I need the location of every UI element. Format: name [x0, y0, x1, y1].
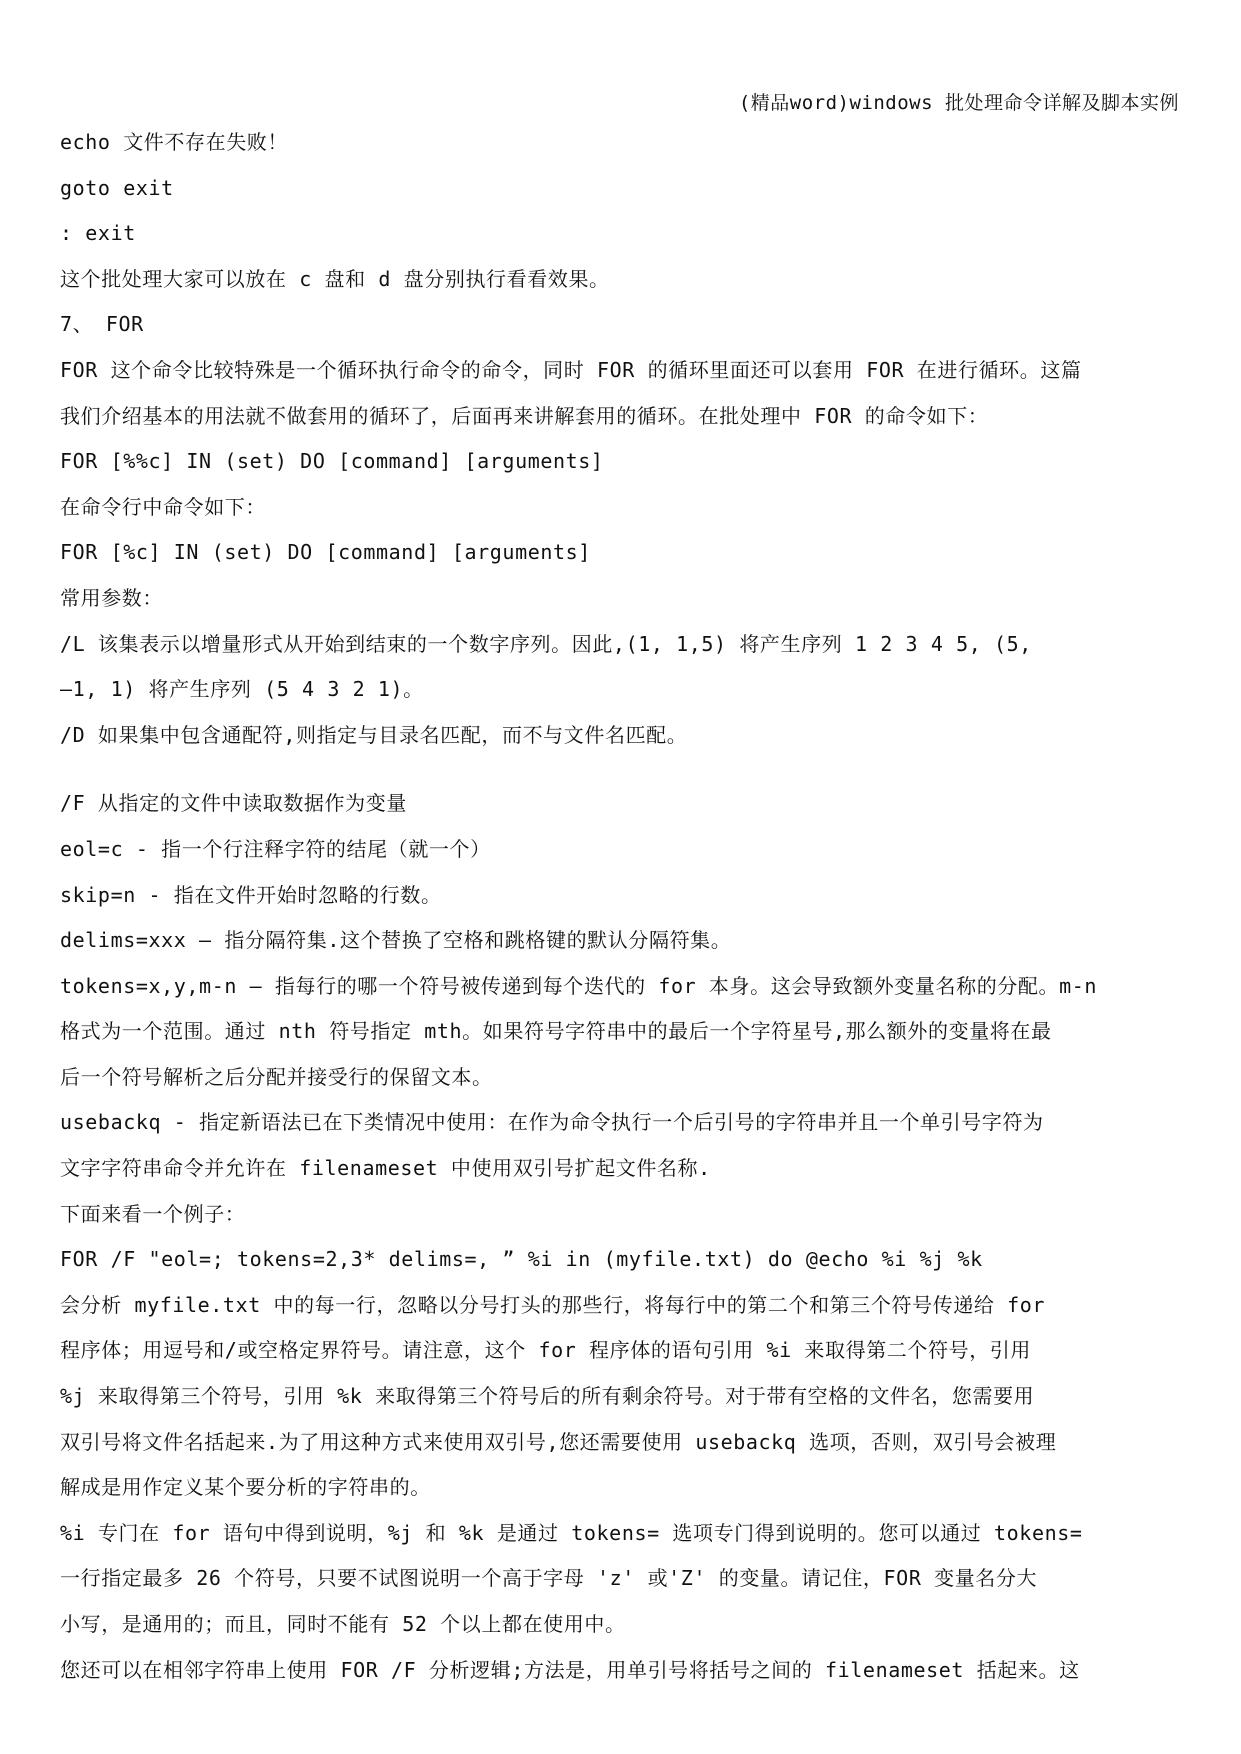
document-body	[60, 120, 1210, 1693]
text-line: usebackq - 指定新语法已在下类情况中使用：在作为命令执行一个后引号的字符串并且一个单引号字符为	[60, 1110, 1044, 1135]
text-line: 文字字符串命令并允许在 filenameset 中使用双引号扩起文件名称.	[60, 1156, 711, 1181]
section-heading: 7、 FOR	[60, 312, 144, 337]
blank-line	[60, 758, 1210, 781]
text-line: echo 文件不存在失败！	[60, 130, 289, 154]
text-line: FOR 这个命令比较特殊是一个循环执行命令的命令，同时 FOR 的循环里面还可以套用 FOR 在进行循环。这篇	[60, 357, 1082, 382]
text-line: 常用参数：	[60, 585, 163, 610]
text-line: : exit	[60, 221, 136, 246]
text-line: 格式为一个范围。通过 nth 符号指定 mth。如果符号字符串中的最后一个字符星号,那么额外的变量将在最	[60, 1019, 1052, 1044]
text-line: /L 该集表示以增量形式从开始到结束的一个数字序列。因此,(1, 1,5) 将产生序列 1 2 3 4 5, (5,	[60, 631, 1032, 656]
code-line: FOR [%%c] IN (set) DO [command] [arguments]	[60, 449, 604, 474]
text-line: 我们介绍基本的用法就不做套用的循环了，后面再来讲解套用的循环。在批处理中 FOR 的命令如下：	[60, 403, 989, 428]
text-line: /F 从指定的文件中读取数据作为变量	[60, 791, 407, 816]
text-line: —1, 1) 将产生序列 (5 4 3 2 1)。	[60, 677, 424, 702]
text-line: %j 来取得第三个符号，引用 %k 来取得第三个符号后的所有剩余符号。对于带有空格的文件名，您需要用	[60, 1384, 1035, 1409]
text-line: /D 如果集中包含通配符,则指定与目录名匹配，而不与文件名匹配。	[60, 722, 688, 747]
text-line: 后一个符号解析之后分配并接受行的保留文本。	[60, 1064, 493, 1089]
text-line: 双引号将文件名括起来.为了用这种方式来使用双引号,您还需要使用 usebackq 选项，否则，双引号会被理	[60, 1429, 1057, 1454]
text-line: delims=xxx — 指分隔符集.这个替换了空格和跳格键的默认分隔符集。	[60, 928, 732, 953]
code-line: FOR /F "eol=; tokens=2,3* delims=, ” %i in (myfile.txt) do @echo %i %j %k	[60, 1247, 983, 1272]
text-line: tokens=x,y,m-n — 指每行的哪一个符号被传递到每个迭代的 for 本身。这会导致额外变量名称的分配。m-n	[60, 973, 1098, 998]
text-line: %i 专门在 for 语句中得到说明，%j 和 %k 是通过 tokens= 选项专门得到说明的。您可以通过 tokens=	[60, 1520, 1083, 1545]
text-line: 在命令行中命令如下：	[60, 494, 266, 519]
code-line: FOR [%c] IN (set) DO [command] [arguments]	[60, 540, 591, 565]
text-line: eol=c - 指一个行注释字符的结尾（就一个）	[60, 836, 491, 861]
text-line: 您还可以在相邻字符串上使用 FOR /F 分析逻辑;方法是，用单引号将括号之间的 filenameset 括起来。这	[60, 1657, 1080, 1682]
text-line: 下面来看一个例子：	[60, 1201, 246, 1226]
text-line: goto exit	[60, 175, 174, 200]
page-header-title: (精品word)windows 批处理命令详解及脚本实例	[738, 92, 1179, 114]
text-line: 一行指定最多 26 个符号，只要不试图说明一个高于字母 'z' 或'Z' 的变量。请记住，FOR 变量名分大	[60, 1566, 1038, 1591]
text-line: 解成是用作定义某个要分析的字符串的。	[60, 1475, 431, 1500]
text-line: 小写，是通用的；而且，同时不能有 52 个以上都在使用中。	[60, 1612, 626, 1636]
text-line: 这个批处理大家可以放在 c 盘和 d 盘分别执行看看效果。	[60, 266, 610, 291]
text-line: skip=n - 指在文件开始时忽略的行数。	[60, 882, 442, 907]
text-line: 程序体；用逗号和/或空格定界符号。请注意，这个 for 程序体的语句引用 %i 来取得第二个符号，引用	[60, 1338, 1032, 1363]
text-line: 会分析 myfile.txt 中的每一行，忽略以分号打头的那些行，将每行中的第二个和第三个符号传递给 for	[60, 1292, 1046, 1317]
